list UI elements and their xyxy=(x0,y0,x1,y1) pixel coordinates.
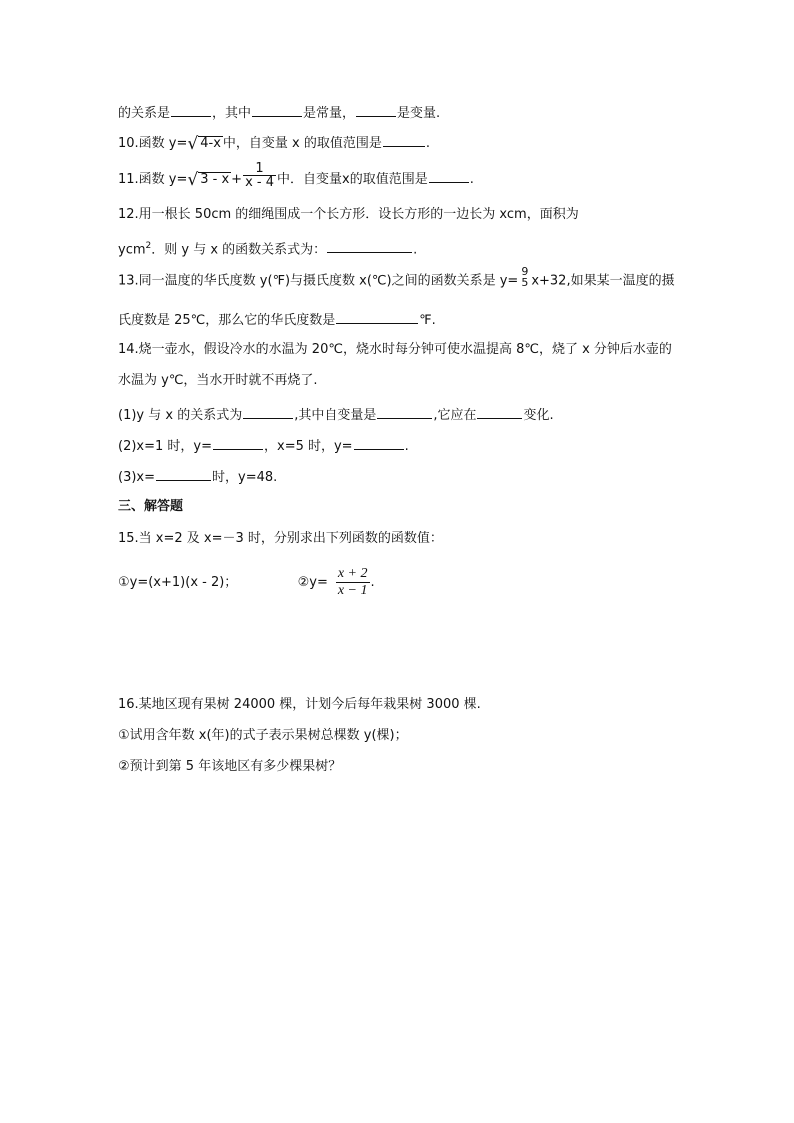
question-16-line2: ①试用含年数 x(年)的式子表示果树总棵数 y(棵)； xyxy=(118,728,408,743)
question-14-line1: 14.烧一壶水，假设冷水的水温为 20℃，烧水时每分钟可使水温提高 8℃，烧了 x 分钟后水壶的 xyxy=(118,342,672,357)
question-11: 11.函数 y=√ 3 - x + $\frac{1}{x - 4}$ 中．自变量x的取值范围是 . xyxy=(118,161,474,190)
question-10: 10.函数 y=√ 4-x 中，自变量 x 的取值范围是 . xyxy=(118,134,431,154)
question-16-line1: 16.某地区现有果树 24000 棵，计划今后每年栽果树 3000 棵. xyxy=(118,697,481,712)
question-12-line2: ycm$^2$．则 y 与 x 的函数关系式为： . xyxy=(118,241,418,258)
question-15-items: ①y=(x+1)(x - 2)； ②y= $\frac{x + 2}{x - 1}$ . xyxy=(118,566,375,598)
answer-blank[interactable] xyxy=(252,103,302,117)
line-relation: 的关系是 ，其中 是常量， 是变量. xyxy=(118,103,440,123)
question-14-part3: (3)x= 时，y=48. xyxy=(118,467,277,487)
question-14-part1: (1)y 与 x 的关系式为 ,其中自变量是 ,它应在 变化. xyxy=(118,405,554,425)
answer-blank[interactable] xyxy=(356,103,396,117)
answer-blank[interactable] xyxy=(377,405,432,419)
fraction: $\frac{x + 2}{x - 1}$ xyxy=(337,566,368,598)
question-12-line1: 12.用一根长 50cm 的细绳围成一个长方形．设长方形的一边长为 xcm，面积为 xyxy=(118,207,579,222)
answer-blank[interactable] xyxy=(429,169,469,183)
question-13-line1: 13.同一温度的华氏度数 y(℉)与摄氏度数 x(℃)之间的函数关系是 y= 9 5 x+32,如果某一温度的摄 xyxy=(118,265,675,289)
fraction: $\frac{1}{x - 4}$ xyxy=(245,161,274,190)
question-14-part2: (2)x=1 时，y= ，x=5 时，y= . xyxy=(118,436,409,456)
section-heading: 三、解答题 xyxy=(118,499,184,514)
fraction: 9 5 xyxy=(521,265,529,289)
answer-blank[interactable] xyxy=(336,310,418,324)
question-15: 15.当 x=2 及 x=－3 时，分别求出下列函数的函数值： xyxy=(118,531,443,546)
answer-blank[interactable] xyxy=(354,436,404,450)
question-14-line2: 水温为 y℃，当水开时就不再烧了. xyxy=(118,373,318,388)
answer-blank[interactable] xyxy=(327,239,412,253)
answer-blank[interactable] xyxy=(477,405,522,419)
sqrt-expression: √ 3 - x xyxy=(187,170,230,190)
answer-blank[interactable] xyxy=(213,436,263,450)
sqrt-expression: √ 4-x xyxy=(187,134,221,154)
answer-blank[interactable] xyxy=(156,467,211,481)
answer-blank[interactable] xyxy=(243,405,293,419)
question-13-line2: 氏度数是 25℃，那么它的华氏度数是 ℉. xyxy=(118,310,436,330)
question-16-line3: ②预计到第 5 年该地区有多少棵果树？ xyxy=(118,759,342,774)
answer-blank[interactable] xyxy=(383,133,425,147)
answer-blank[interactable] xyxy=(171,103,211,117)
